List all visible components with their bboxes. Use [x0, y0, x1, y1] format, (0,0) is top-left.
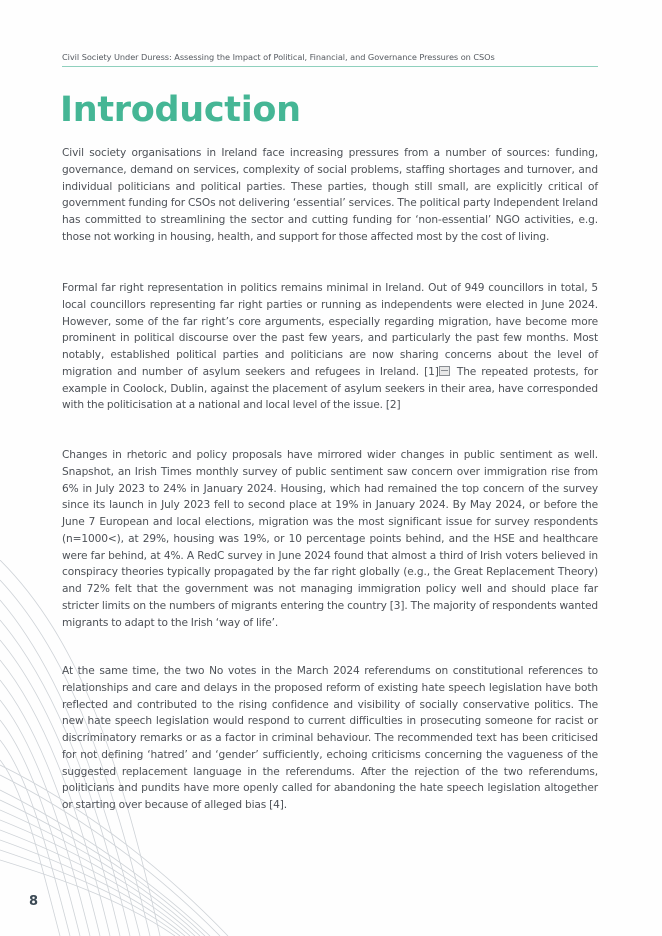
body-paragraph-3: Changes in rhetoric and policy proposals have mirrored wider changes in public sentiment as well. Snapshot, an Irish Times monthly survey of public sentiment saw concern over immigration rise from 6% in July 2023 to 24% in January 2024. Housing, which had remained the top concern of the survey since its launch in July 2023 fell to second place at 19% in January 2024. By May 2024, or before the June 7 European and local elections, migration was the most significant issue for survey respondents (n=1000<), at 29%, housing was 19%, or 10 percentage points behind, and the HSE and healthcare were far behind, at 4%. A RedC survey in June 2024 found that almost a third of Irish voters believed in conspiracy theories typically propagated by the far right globally (e.g., the Great Replacement Theory) and 72% felt that the government was not managing immigration policy well and should place far stricter limits on the numbers of migrants entering the country [3]. The majority of respondents wanted migrants to adapt to the Irish ‘way of life’.: [62, 449, 598, 629]
body-paragraph-4: At the same time, the two No votes in the March 2024 referendums on constitutional references to relationships and care and delays in the proposed reform of existing hate speech legislation have both reflected and contributed to the rising confidence and visibility of socially conservative politics. The new hate speech legislation would respond to current difficulties in prosecuting someone for racist or discriminatory remarks or as a factor in criminal behaviour. The recommended text has been criticised for not defining ‘hatred’ and ‘gender’ sufficiently, echoing criticisms concerning the vagueness of the suggested replacement language in the referendums. After the rejection of the two referendums, politicians and pundits have more openly called for abandoning the hate speech legislation altogether or starting over because of alleged bias [4].: [62, 665, 598, 811]
page-number: 8: [29, 894, 39, 909]
missing-glyph-box-icon: [439, 366, 450, 376]
running-header-title: Civil Society Under Duress: Assessing the Impact of Political, Financial, and Governance Pressures on CSOs: [62, 52, 495, 62]
body-paragraph-2: [62, 280, 598, 414]
paragraph-2-text-part-1: Formal far right representation in politics remains minimal in Ireland. Out of 949 councillors in total, 5 local councillors representing far right parties or running as independents were elected in June 2024. However, some of the far right’s core arguments, especially regarding migration, have become more prominent in political discourse over the past few years, and particularly the past few months. Most notably, established political parties and politicians are now sharing concerns about the level of migration and number of asylum seekers and refugees in Ireland. [1]: [62, 282, 598, 378]
paragraph-2-text-part-2: The repeated protests, for example in Coolock, Dublin, against the placement of asylum seekers in their area, have corresponded with the politicisation at a national and local level of the issue. [2]: [62, 365, 598, 412]
section-heading: Introduction: [60, 90, 301, 130]
header-divider: [62, 66, 598, 67]
body-paragraph-1: Civil society organisations in Ireland face increasing pressures from a number of sources: funding, governance, demand on services, complexity of social problems, staffing shortages and turnover, and individual politicians and political parties. These parties, though still small, are explicitly critical of government funding for CSOs not delivering ‘essential’ services. The political party Independent Ireland has committed to streamlining the sector and cutting funding for ‘non-essential’ NGO activities, e.g. those not working in housing, health, and support for those affected most by the cost of living.: [62, 147, 598, 243]
